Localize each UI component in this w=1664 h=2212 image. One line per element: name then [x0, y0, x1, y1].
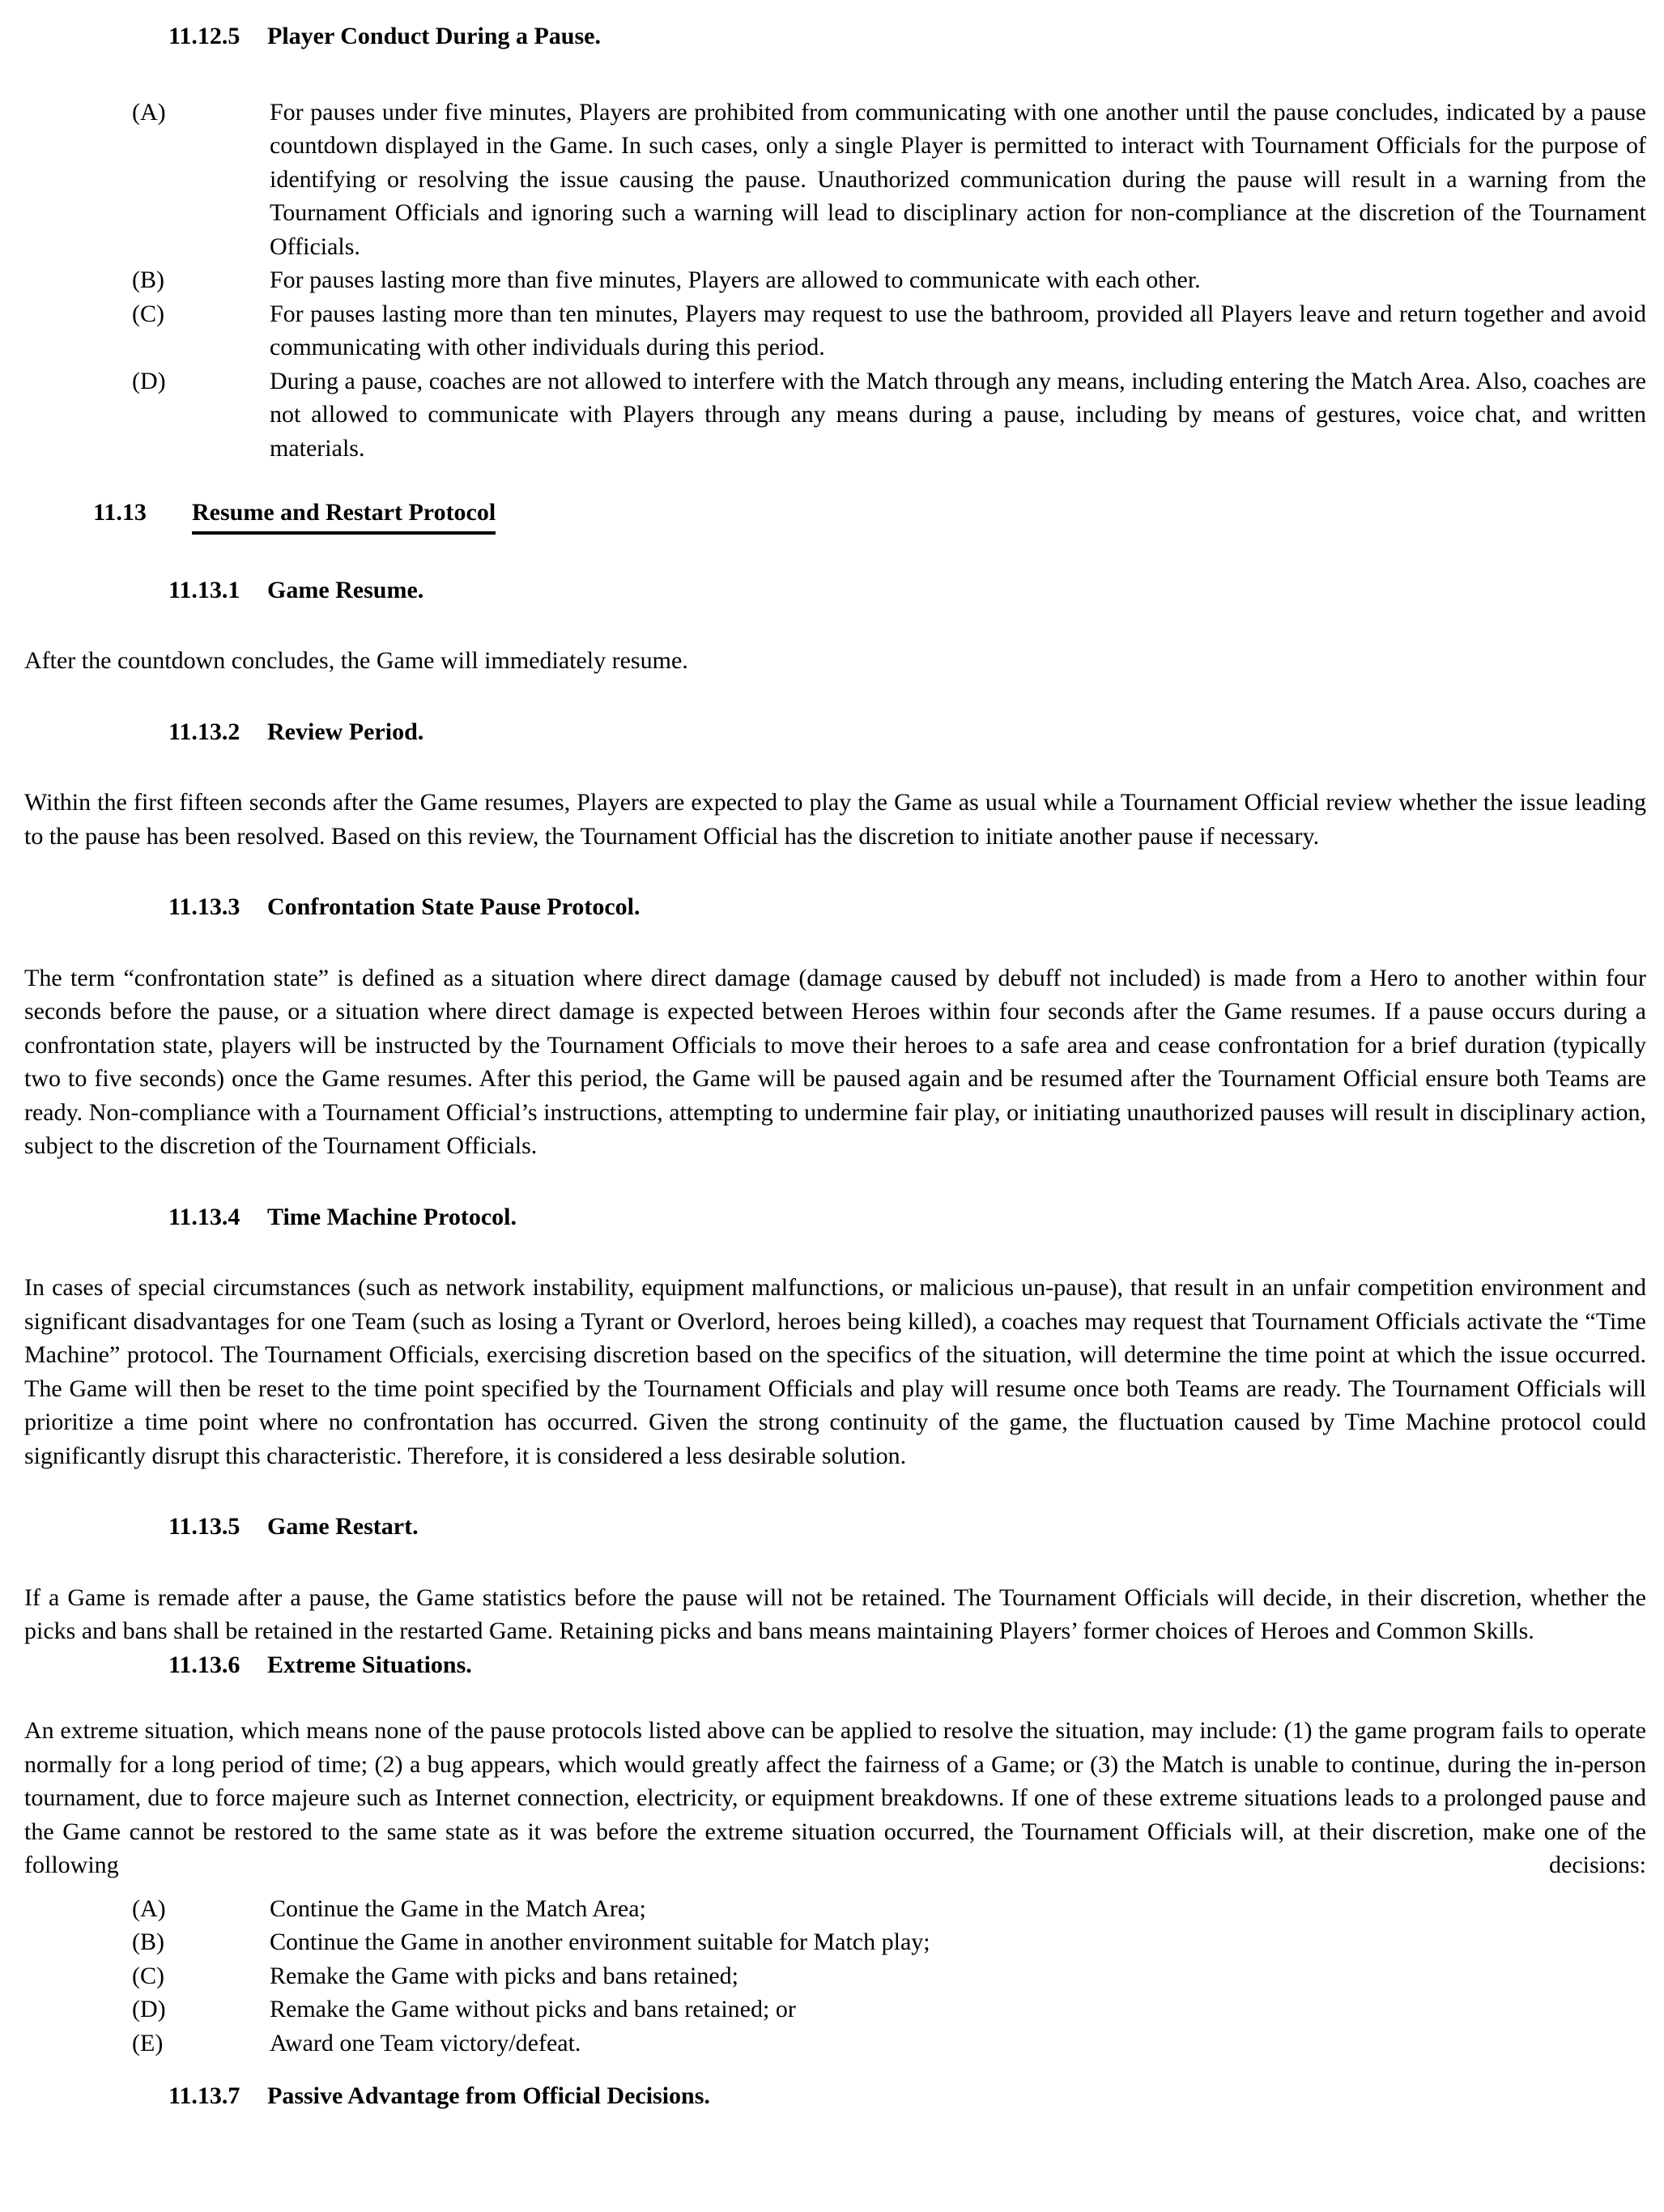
heading-number: 11.13.7	[168, 2082, 240, 2109]
paragraph-extreme-situations: An extreme situation, which means none of the pause protocols listed above can be applied to resolve the situation, may include: (1) the game program fails to operate normally for a long period of time; (2) a bug appears, which would greatly affect the fairness of a Game; or (3) the Match is unable to continue, during the in-person tournament, due to force majeure such as Internet connection, electricity, or equipment breakdowns. If one of these extreme situations leads to a prolonged pause and the Game cannot be restored to the same state as it was before the extreme situation occurred, the Tournament Officials will, at their discretion, make one of the following decisions:	[24, 1717, 1646, 1878]
heading-number: 11.13.3	[168, 893, 240, 920]
heading-number: 11.13	[93, 499, 147, 526]
list-item	[132, 364, 1646, 466]
pause-conduct-list	[24, 96, 1646, 466]
list-marker: (D)	[132, 367, 166, 394]
list-item	[132, 2027, 1646, 2061]
heading-title: Game Resume.	[267, 576, 424, 603]
list-marker: (D)	[132, 1996, 166, 2022]
heading-title: Confrontation State Pause Protocol.	[267, 893, 640, 920]
paragraph-confrontation-state: The term “confrontation state” is defined as a situation where direct damage (damage caused by debuff not included) is made from a Hero to another within four seconds before the pause, or a situation where direct damage is expected between Heroes within four seconds after the Game resumes. If a pause occurs during a confrontation state, players will be instructed by the Tournament Officials to move their heroes to a safe area and cease confrontation for a brief duration (typically two to five seconds) once the Game resumes. After this period, the Game will be paused again and be resumed after the Tournament Official ensure both Teams are ready. Non-compliance with a Tournament Official’s instructions, attempting to undermine fair play, or initiating unauthorized pauses will result in disciplinary action, subject to the discretion of the Tournament Officials.	[24, 964, 1646, 1159]
list-item	[132, 263, 1646, 297]
list-item-text: For pauses lasting more than ten minutes, Players may request to use the bathroom, provided all Players leave and return together and avoid communicating with other individuals during this period.	[270, 300, 1646, 360]
paragraph-game-restart: If a Game is remade after a pause, the Game statistics before the pause will not be retained. The Tournament Officials will decide, in their discretion, whether the picks and bans shall be retained in the restarted Game. Retaining picks and bans means maintaining Players’ former choices of Heroes and Common Skills.	[24, 1583, 1646, 1644]
list-marker: (B)	[132, 266, 164, 293]
heading-11-13-4	[168, 1200, 1646, 1234]
paragraph-time-machine: In cases of special circumstances (such as network instability, equipment malfunctions, or malicious un-pause), that result in an unfair competition environment and significant disadvantages for one Team (such as losing a Tyrant or Overlord, heroes being killed), a coaches may request that Tournament Officials activate the “Time Machine” protocol. The Tournament Officials, exercising discretion based on the specifics of the situation, will determine the time point at which the issue occurred. The Game will then be reset to the time point specified by the Tournament Officials and play will resume once both Teams are ready. The Tournament Officials will prioritize a time point where no confrontation has occurred. Given the strong continuity of the game, the fluctuation caused by Time Machine protocol could significantly disrupt this characteristic. Therefore, it is considered a less desirable solution.	[24, 1274, 1646, 1469]
heading-number: 11.12.5	[168, 23, 240, 49]
heading-title-underlined: Resume and Restart Protocol	[192, 496, 496, 535]
list-item-text: For pauses lasting more than five minutes, Players are allowed to communicate with each other.	[270, 266, 1201, 293]
heading-title: Passive Advantage from Official Decisions.	[267, 2082, 710, 2109]
list-marker: (C)	[132, 1962, 164, 1989]
paragraph-game-resume: After the countdown concludes, the Game will immediately resume.	[24, 647, 688, 674]
list-item-text: During a pause, coaches are not allowed to interfere with the Match through any means, including entering the Match Area. Also, coaches are not allowed to communicate with Players through any means during a pause, including by means of gestures, voice chat, and written materials.	[270, 367, 1646, 462]
heading-11-13-6	[168, 1648, 1646, 1682]
heading-title: Game Restart.	[267, 1513, 419, 1540]
heading-11-13-7	[168, 2079, 1646, 2113]
list-marker: (B)	[132, 1929, 164, 1955]
list-item	[132, 1925, 1646, 1959]
heading-11-13	[93, 496, 1646, 535]
list-item-text: Award one Team victory/defeat.	[270, 2029, 581, 2056]
list-marker: (E)	[132, 2029, 164, 2056]
heading-11-13-3	[168, 890, 1646, 924]
list-marker: (A)	[132, 98, 166, 126]
heading-number: 11.13.2	[168, 718, 240, 745]
heading-11-13-5	[168, 1510, 1646, 1544]
heading-number: 11.13.5	[168, 1513, 240, 1540]
heading-number: 11.13.6	[168, 1651, 240, 1678]
list-item-text: Continue the Game in the Match Area;	[270, 1894, 646, 1922]
list-item-text: Remake the Game without picks and bans retained; or	[270, 1996, 796, 2022]
heading-title: Time Machine Protocol.	[267, 1203, 517, 1230]
heading-11-12-5	[168, 19, 1646, 53]
heading-number: 11.13.4	[168, 1203, 240, 1230]
heading-number: 11.13.1	[168, 576, 240, 603]
list-marker: (C)	[132, 300, 164, 327]
heading-11-13-2	[168, 715, 1646, 749]
list-item-text: Continue the Game in another environment suitable for Match play;	[270, 1929, 930, 1955]
list-item-text: For pauses under five minutes, Players are prohibited from communicating with one another until the pause concludes, indicated by a pause countdown displayed in the Game. In such cases, only a single Player is permitted to interact with Tournament Officials for the purpose of identifying or resolving the issue causing the pause. Unauthorized communication during the pause will result in a warning from the Tournament Officials and ignoring such a warning will lead to disciplinary action for non-compliance at the discretion of the Tournament Officials.	[270, 98, 1646, 260]
list-item	[132, 96, 1646, 264]
heading-11-13-1	[168, 573, 1646, 607]
list-marker: (A)	[132, 1894, 166, 1922]
heading-title: Review Period.	[267, 718, 424, 745]
heading-title: Extreme Situations.	[267, 1651, 472, 1678]
list-item	[132, 1959, 1646, 1993]
list-item	[132, 1993, 1646, 2027]
list-item	[132, 1892, 1646, 1926]
heading-title: Player Conduct During a Pause.	[267, 23, 601, 49]
decision-options-list	[24, 1892, 1646, 2061]
paragraph-review-period: Within the first fifteen seconds after the Game resumes, Players are expected to play the Game as usual while a Tournament Official review whether the issue leading to the pause has been resolved. Based on this review, the Tournament Official has the discretion to initiate another pause if necessary.	[24, 789, 1646, 850]
list-item-text: Remake the Game with picks and bans retained;	[270, 1962, 738, 1989]
list-item	[132, 297, 1646, 364]
